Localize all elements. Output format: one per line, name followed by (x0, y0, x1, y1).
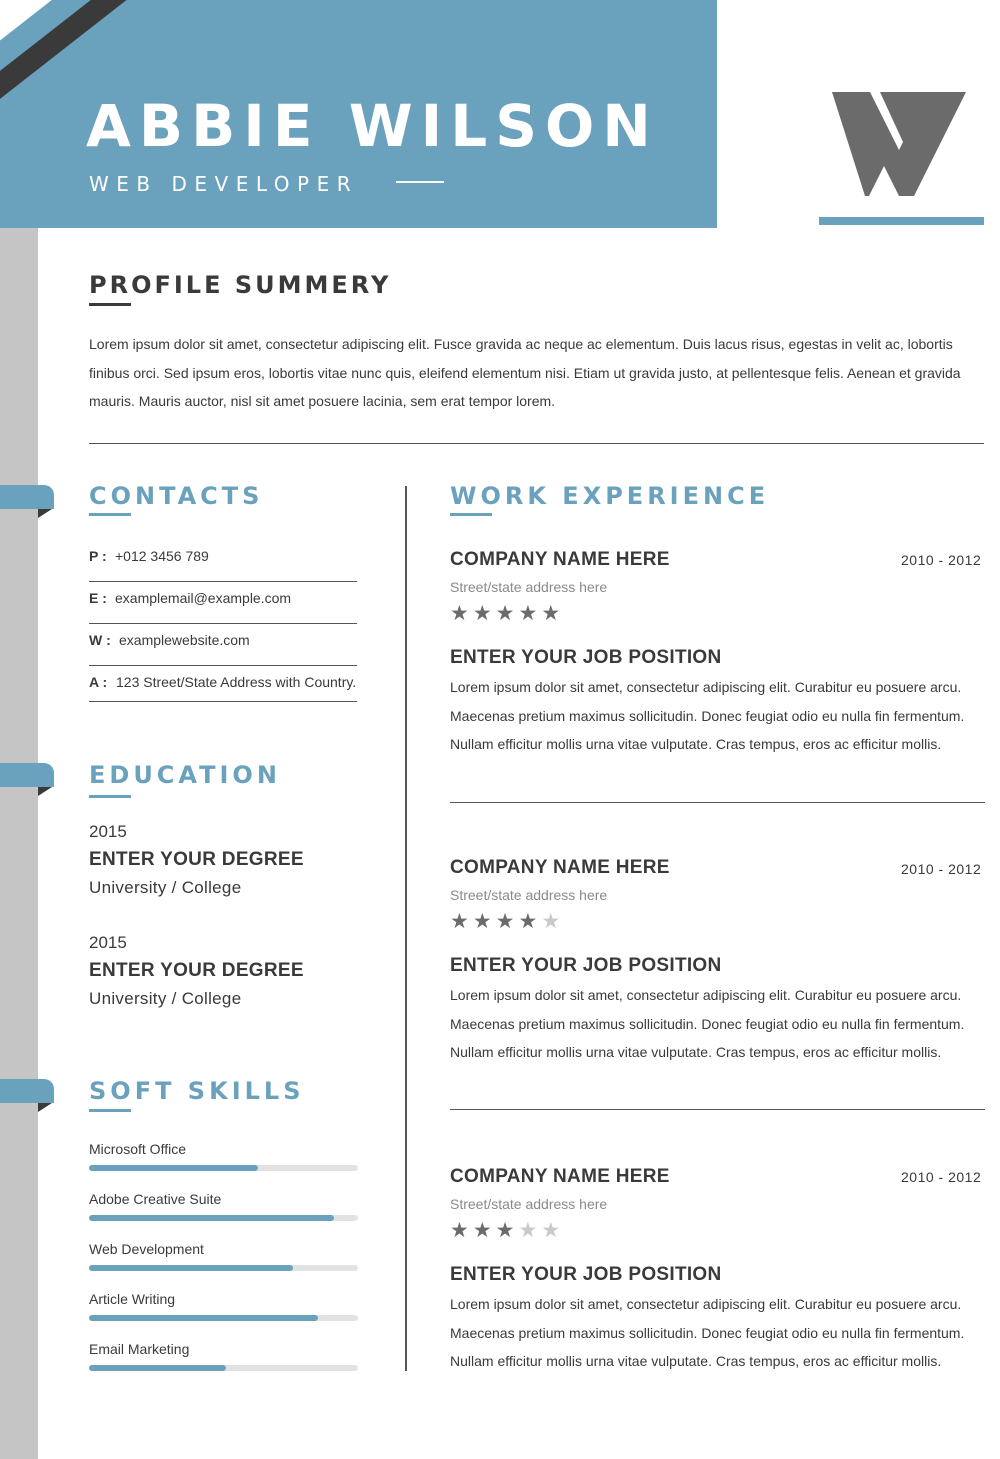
skill-bar-fill (89, 1265, 293, 1271)
contacts-heading: CONTACTS (89, 482, 264, 510)
contact-email-value: examplemail@example.com (115, 590, 292, 606)
contact-website-key: W : (89, 632, 111, 648)
contact-website-value: examplewebsite.com (119, 632, 250, 648)
contact-phone-value: +012 3456 789 (115, 548, 209, 564)
profile-heading-underline (89, 303, 131, 306)
education-school: University / College (89, 989, 242, 1008)
contacts-tab-fold (38, 509, 52, 518)
skill-bar-fill (89, 1365, 226, 1371)
skill-label: Web Development (89, 1241, 204, 1257)
job-years: 2010 - 2012 (901, 1169, 982, 1185)
star-empty-icon: ★ (541, 1219, 565, 1242)
job-divider (450, 802, 985, 803)
monogram-logo-icon (832, 90, 966, 198)
logo-underline (819, 217, 984, 225)
star-filled-icon: ★ (450, 910, 473, 933)
skill-bar (89, 1315, 358, 1321)
contact-address-value: 123 Street/State Address with Country. (116, 674, 357, 690)
education-degree: ENTER YOUR DEGREE (89, 960, 304, 981)
side-strip (0, 228, 38, 1459)
education-year: 2015 (89, 933, 127, 952)
contact-email-key: E : (89, 590, 107, 606)
star-filled-icon: ★ (495, 602, 519, 625)
star-empty-icon: ★ (541, 910, 565, 933)
star-filled-icon: ★ (541, 602, 565, 625)
skill-label: Article Writing (89, 1291, 176, 1307)
work-heading: WORK EXPERIENCE (450, 482, 770, 510)
job-description: Lorem ipsum dolor sit amet, consectetur adipiscing elit. Curabitur eu posuere arcu. Maecenas pretium maximus sollicitudin. Donec feugiat odio eu nulla fin fermentum. Nullam efficitur mollis urna vitae vulputate. Cras tempus, eros ac efficitur mollis. (450, 987, 965, 1061)
title-divider (396, 181, 444, 183)
profile-divider (89, 443, 984, 444)
job-address: Street/state address here (450, 887, 608, 903)
contact-address-key: A : (89, 674, 108, 690)
contact-address (89, 660, 357, 702)
job-position: ENTER YOUR JOB POSITION (450, 1264, 722, 1285)
skill-label: Email Marketing (89, 1341, 190, 1357)
job-rating (450, 911, 564, 932)
profile-heading: PROFILE SUMMERY (89, 271, 392, 299)
contact-phone (89, 540, 357, 582)
skills-tab-fold (38, 1103, 52, 1112)
job-description: Lorem ipsum dolor sit amet, consectetur adipiscing elit. Curabitur eu posuere arcu. Maecenas pretium maximus sollicitudin. Donec feugiat odio eu nulla fin fermentum. Nullam efficitur mollis urna vitae vulputate. Cras tempus, eros ac efficitur mollis. (450, 679, 965, 753)
star-filled-icon: ★ (450, 1219, 473, 1242)
job-description: Lorem ipsum dolor sit amet, consectetur adipiscing elit. Curabitur eu posuere arcu. Maecenas pretium maximus sollicitudin. Donec feugiat odio eu nulla fin fermentum. Nullam efficitur mollis urna vitae vulputate. Cras tempus, eros ac efficitur mollis. (450, 1296, 965, 1370)
star-filled-icon: ★ (472, 602, 496, 625)
job-position: ENTER YOUR JOB POSITION (450, 955, 722, 976)
job-divider (450, 1109, 985, 1110)
column-divider (405, 486, 407, 1371)
skills-tab (0, 1079, 54, 1103)
job-years: 2010 - 2012 (901, 552, 982, 568)
star-filled-icon: ★ (450, 602, 473, 625)
job-company: COMPANY NAME HERE (450, 1166, 670, 1187)
job-rating (450, 1220, 564, 1241)
profile-summary-text: Lorem ipsum dolor sit amet, consectetur adipiscing elit. Fusce gravida ac neque ac elementum. Duis lacus risus, egestas in velit ac, lobortis finibus orci. Sed ipsum eros, lobortis vitae nunc quis, eleifend elementum nisi. Etiam ut gravida justo, at pellentesque felis. Aenean et gravida mauris. Mauris auctor, nisl sit amet posuere lacinia, sem erat tempor lorem. (89, 336, 961, 410)
skill-label: Microsoft Office (89, 1141, 186, 1157)
contacts-heading-underline (89, 513, 131, 516)
star-filled-icon: ★ (518, 910, 542, 933)
star-empty-icon: ★ (518, 1219, 542, 1242)
job-address: Street/state address here (450, 1196, 608, 1212)
contact-email (89, 582, 357, 624)
contact-phone-key: P : (89, 548, 107, 564)
star-filled-icon: ★ (495, 1219, 519, 1242)
job-company: COMPANY NAME HERE (450, 549, 670, 570)
star-filled-icon: ★ (518, 602, 542, 625)
star-filled-icon: ★ (495, 910, 519, 933)
education-heading-underline (89, 795, 131, 798)
star-filled-icon: ★ (472, 910, 496, 933)
resume-name: ABBIE WILSON (86, 92, 659, 160)
skills-heading: SOFT SKILLS (89, 1077, 305, 1105)
skill-bar-fill (89, 1315, 318, 1321)
education-degree: ENTER YOUR DEGREE (89, 849, 304, 870)
resume-job-title: WEB DEVELOPER (89, 172, 359, 196)
job-years: 2010 - 2012 (901, 861, 982, 877)
skill-label: Adobe Creative Suite (89, 1191, 222, 1207)
work-heading-underline (450, 513, 492, 516)
skill-bar (89, 1215, 358, 1221)
star-filled-icon: ★ (472, 1219, 496, 1242)
skills-heading-underline (89, 1109, 131, 1112)
skill-bar (89, 1365, 358, 1371)
education-tab (0, 763, 54, 787)
contacts-tab (0, 485, 54, 509)
skill-bar-fill (89, 1165, 258, 1171)
skill-bar-fill (89, 1215, 334, 1221)
education-tab-fold (38, 787, 52, 796)
job-company: COMPANY NAME HERE (450, 857, 670, 878)
education-heading: EDUCATION (89, 761, 281, 789)
job-rating (450, 603, 564, 624)
skill-bar (89, 1165, 358, 1171)
education-school: University / College (89, 878, 242, 897)
education-year: 2015 (89, 822, 127, 841)
skill-bar (89, 1265, 358, 1271)
job-address: Street/state address here (450, 579, 608, 595)
job-position: ENTER YOUR JOB POSITION (450, 647, 722, 668)
